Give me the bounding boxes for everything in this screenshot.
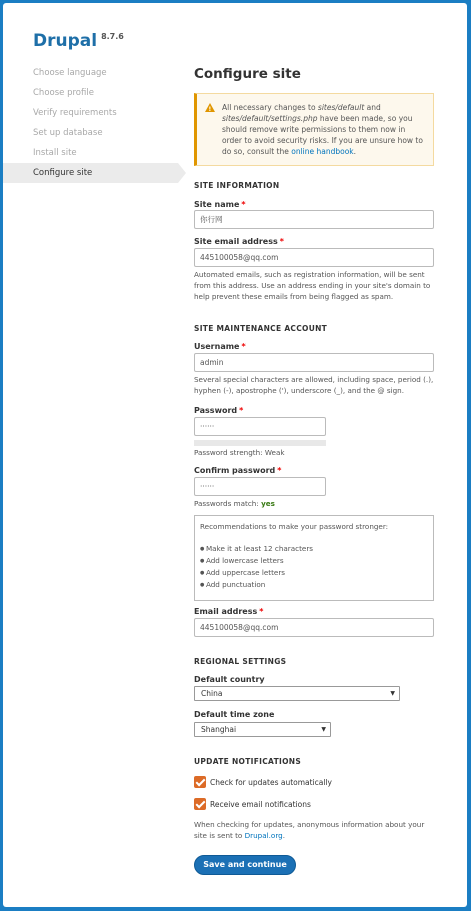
warning-text: and xyxy=(364,103,381,112)
check-updates-label: Check for updates automatically xyxy=(210,777,332,787)
drupal-org-link[interactable]: Drupal.org xyxy=(244,831,283,840)
update-desc-end: . xyxy=(282,831,286,840)
default-time-zone-value: Shanghai xyxy=(201,725,237,734)
required-marker: * xyxy=(239,406,244,415)
brand-name: Drupal xyxy=(33,31,98,51)
username-label xyxy=(194,342,246,351)
default-country-select[interactable] xyxy=(194,686,400,701)
required-marker: * xyxy=(279,237,284,246)
passwords-match xyxy=(194,498,275,509)
site-email-description: Automated emails, such as registration information, will be sent from this address. Use an address ending in your site's domain to help prevent these emails from being flagged as spam. xyxy=(194,270,431,301)
password-strength-label: Password strength: xyxy=(194,448,263,457)
main-content xyxy=(194,63,439,166)
recommendations-list xyxy=(200,543,428,591)
confirm-password-input[interactable] xyxy=(194,477,326,496)
site-email-label xyxy=(194,237,284,246)
step-configure-site: Configure site xyxy=(3,163,178,183)
update-notifications-description xyxy=(194,819,434,841)
warning-text: have been made, so you should remove write permissions to them now in order to avoid security risks. If you are unsure how to do so, consult the xyxy=(222,114,423,156)
site-information-heading: SITE INFORMATION xyxy=(194,181,280,190)
check-updates-row xyxy=(194,776,332,788)
password-strength-bar xyxy=(194,440,326,446)
email-address-input[interactable] xyxy=(194,618,434,637)
confirm-password-label xyxy=(194,466,281,475)
site-email-label-text: Site email address xyxy=(194,237,278,246)
warning-text: All necessary changes to xyxy=(222,103,318,112)
passwords-match-label: Passwords match: xyxy=(194,499,259,508)
recommendation-item: ● Add uppercase letters xyxy=(200,567,428,579)
warning-path-default: sites/default xyxy=(317,103,365,112)
recommendation-item: ● Add lowercase letters xyxy=(200,555,428,567)
username-input[interactable] xyxy=(194,353,434,372)
password-label xyxy=(194,406,243,415)
recommendations-title: Recommendations to make your password stronger: xyxy=(200,522,389,531)
warning-message xyxy=(194,93,434,166)
recommendation-item: ● Add punctuation xyxy=(200,579,428,591)
default-country-label: Default country xyxy=(194,675,265,684)
site-maintenance-account-heading: SITE MAINTENANCE ACCOUNT xyxy=(194,324,328,333)
email-address-label xyxy=(194,607,263,616)
recommendation-item: ● Make it at least 12 characters xyxy=(200,543,428,555)
installer-page xyxy=(3,3,467,907)
page-title: Configure site xyxy=(194,66,301,82)
site-email-input[interactable] xyxy=(194,248,434,267)
password-input[interactable] xyxy=(194,417,326,436)
password-label-text: Password xyxy=(194,406,238,415)
warning-text: . xyxy=(353,147,357,156)
site-name-input[interactable] xyxy=(194,210,434,229)
password-recommendations xyxy=(194,515,434,601)
passwords-match-value: yes xyxy=(261,499,275,508)
chevron-down-icon: ▼ xyxy=(390,690,395,697)
required-marker: * xyxy=(259,607,264,616)
brand xyxy=(33,31,124,51)
password-strength-value: Weak xyxy=(264,448,285,457)
step-verify-requirements: Verify requirements xyxy=(33,108,117,118)
step-choose-language: Choose language xyxy=(33,68,107,78)
email-address-label-text: Email address xyxy=(194,607,258,616)
default-country-value: China xyxy=(201,689,223,698)
required-marker: * xyxy=(277,466,282,475)
install-steps xyxy=(3,63,178,183)
regional-settings-heading: REGIONAL SETTINGS xyxy=(194,657,287,666)
site-name-label xyxy=(194,200,246,209)
password-strength xyxy=(194,447,285,458)
step-choose-profile: Choose profile xyxy=(33,88,94,98)
email-notifications-label: Receive email notifications xyxy=(210,799,311,809)
email-notifications-row xyxy=(194,798,311,810)
default-time-zone-label: Default time zone xyxy=(194,710,275,719)
check-updates-checkbox[interactable] xyxy=(194,776,206,788)
warning-path-settings: sites/default/settings.php xyxy=(222,114,318,123)
default-time-zone-select[interactable] xyxy=(194,722,331,737)
confirm-password-label-text: Confirm password xyxy=(194,466,276,475)
brand-version: 8.7.6 xyxy=(101,32,124,41)
online-handbook-link[interactable]: online handbook xyxy=(291,147,354,156)
step-set-up-database: Set up database xyxy=(33,128,103,138)
update-desc-text: When checking for updates, anonymous information about your site is sent to xyxy=(194,820,425,840)
site-name-label-text: Site name xyxy=(194,200,240,209)
required-marker: * xyxy=(241,342,246,351)
email-notifications-checkbox[interactable] xyxy=(194,798,206,810)
username-description: Several special characters are allowed, including space, period (.), hyphen (-), apostrophe ('), underscore (_), and the @ sign. xyxy=(194,375,434,395)
save-and-continue-button[interactable]: Save and continue xyxy=(194,855,296,875)
update-notifications-heading: UPDATE NOTIFICATIONS xyxy=(194,757,302,766)
chevron-down-icon: ▼ xyxy=(321,726,326,733)
step-install-site: Install site xyxy=(33,148,77,158)
username-label-text: Username xyxy=(194,342,240,351)
required-marker: * xyxy=(241,200,246,209)
warning-icon xyxy=(205,103,215,112)
